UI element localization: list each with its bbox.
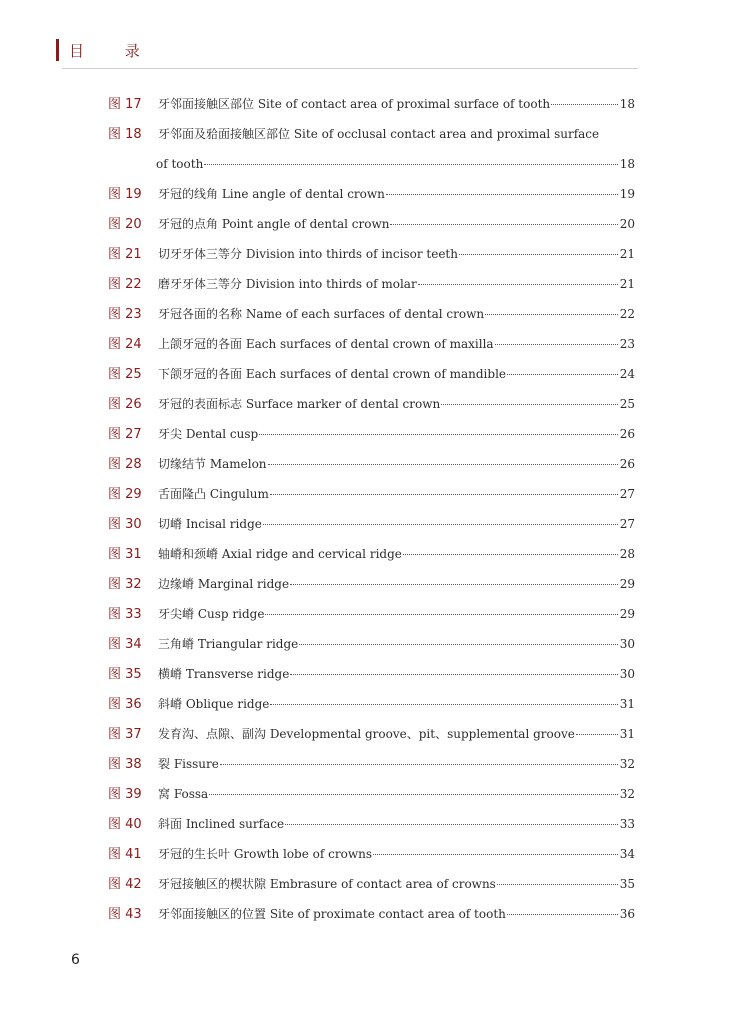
dot-leader: [204, 163, 618, 165]
page-ref: 26: [619, 457, 635, 471]
toc-entry[interactable]: [108, 89, 635, 119]
toc-entry[interactable]: [108, 689, 635, 719]
toc-entry[interactable]: [108, 719, 635, 749]
entry-title: 牙冠接触区的楔状隙 Embrasure of contact area of crowns: [158, 877, 496, 891]
dot-leader: [285, 823, 618, 825]
page-ref: 32: [619, 757, 635, 771]
page-ref: 34: [619, 847, 635, 861]
toc-entry[interactable]: [108, 389, 635, 419]
dot-leader: [265, 613, 618, 615]
page-ref: 35: [619, 877, 635, 891]
toc-entry[interactable]: [108, 779, 635, 809]
page-ref: 19: [619, 187, 635, 201]
toc-entry[interactable]: [108, 179, 635, 209]
dot-leader: [497, 883, 618, 885]
dot-leader: [507, 373, 618, 375]
page-ref: 29: [619, 607, 635, 621]
page-ref: 20: [619, 217, 635, 231]
page-ref: 25: [619, 397, 635, 411]
entry-title: 横嵴 Transverse ridge: [158, 667, 290, 681]
header-accent-bar: [56, 39, 59, 61]
header-title: 目 录: [69, 41, 158, 60]
running-header: [56, 38, 158, 62]
page-ref: 26: [619, 427, 635, 441]
figure-label: 图 37: [108, 727, 142, 742]
dot-leader: [576, 733, 618, 735]
entry-title: 牙邻面接触区部位 Site of contact area of proximal surface of tooth: [158, 97, 551, 111]
toc-entry[interactable]: [108, 899, 635, 929]
page-ref: 30: [619, 667, 635, 681]
toc-entry[interactable]: [108, 749, 635, 779]
figure-label: 图 26: [108, 397, 142, 412]
toc-entry[interactable]: [108, 629, 635, 659]
toc-entry[interactable]: [108, 479, 635, 509]
entry-title-continued: of tooth: [156, 157, 204, 171]
figure-label: 图 30: [108, 517, 142, 532]
figure-label: 图 32: [108, 577, 142, 592]
entry-title: 窝 Fossa: [158, 787, 209, 801]
figure-label: 图 40: [108, 817, 142, 832]
entry-title: 轴嵴和颈嵴 Axial ridge and cervical ridge: [158, 547, 402, 561]
toc-entry[interactable]: [108, 269, 635, 299]
figure-label: 图 35: [108, 667, 142, 682]
entry-title: 牙邻面及𬌗面接触区部位 Site of occlusal contact area and proximal surface: [158, 127, 600, 141]
entry-title: 牙冠的线角 Line angle of dental crown: [158, 187, 385, 201]
entry-title: 牙冠的生长叶 Growth lobe of crowns: [158, 847, 372, 861]
toc-entry[interactable]: [108, 239, 635, 269]
page-ref: 32: [619, 787, 635, 801]
dot-leader: [495, 343, 618, 345]
toc-entry[interactable]: [108, 419, 635, 449]
figure-label: 图 34: [108, 637, 142, 652]
dot-leader: [441, 403, 618, 405]
figure-label: 图 24: [108, 337, 142, 352]
figure-label: 图 21: [108, 247, 142, 262]
entry-title: 上颌牙冠的各面 Each surfaces of dental crown of maxilla: [158, 337, 494, 351]
entry-title: 切牙牙体三等分 Division into thirds of incisor teeth: [158, 247, 458, 261]
dot-leader: [263, 523, 618, 525]
toc-entry[interactable]: [108, 119, 635, 179]
page-ref: 18: [619, 97, 635, 111]
dot-leader: [507, 913, 618, 915]
entry-title: 斜嵴 Oblique ridge: [158, 697, 270, 711]
entry-title: 磨牙牙体三等分 Division into thirds of molar: [158, 277, 417, 291]
toc-entry[interactable]: [108, 359, 635, 389]
dot-leader: [259, 433, 618, 435]
dot-leader: [290, 673, 618, 675]
figure-label: 图 39: [108, 787, 142, 802]
figure-label: 图 38: [108, 757, 142, 772]
toc-entry[interactable]: [108, 659, 635, 689]
dot-leader: [390, 223, 618, 225]
entry-title: 切缘结节 Mamelon: [158, 457, 267, 471]
toc-entry[interactable]: [108, 839, 635, 869]
figure-label: 图 19: [108, 187, 142, 202]
toc-entry[interactable]: [108, 299, 635, 329]
entry-title: 边缘嵴 Marginal ridge: [158, 577, 290, 591]
page-ref: 23: [619, 337, 635, 351]
dot-leader: [209, 793, 618, 795]
entry-title: 牙尖 Dental cusp: [158, 427, 259, 441]
entry-title: 裂 Fissure: [158, 757, 219, 771]
page-ref: 30: [619, 637, 635, 651]
page-ref: 29: [619, 577, 635, 591]
dot-leader: [268, 463, 618, 465]
figure-label: 图 33: [108, 607, 142, 622]
dot-leader: [270, 493, 618, 495]
dot-leader: [299, 643, 618, 645]
table-of-contents: [108, 89, 635, 929]
page-ref: 28: [619, 547, 635, 561]
entry-title: 切嵴 Incisal ridge: [158, 517, 262, 531]
page-ref: 18: [619, 157, 635, 171]
toc-entry[interactable]: [108, 329, 635, 359]
entry-title: 舌面隆凸 Cingulum: [158, 487, 269, 501]
page-ref: 21: [619, 277, 635, 291]
page-ref: 36: [619, 907, 635, 921]
figure-label: 图 25: [108, 367, 142, 382]
dot-leader: [551, 103, 618, 105]
header-rule: [62, 68, 638, 69]
dot-leader: [403, 553, 618, 555]
figure-label: 图 17: [108, 97, 142, 112]
dot-leader: [459, 253, 618, 255]
page-ref: 24: [619, 367, 635, 381]
toc-entry[interactable]: [108, 449, 635, 479]
entry-title: 斜面 Inclined surface: [158, 817, 285, 831]
toc-entry[interactable]: [108, 569, 635, 599]
page-ref: 27: [619, 517, 635, 531]
dot-leader: [290, 583, 618, 585]
figure-label: 图 18: [108, 127, 142, 142]
dot-leader: [418, 283, 618, 285]
page-number: 6: [71, 952, 80, 968]
page-ref: 22: [619, 307, 635, 321]
page-ref: 31: [619, 697, 635, 711]
toc-entry[interactable]: [108, 599, 635, 629]
figure-label: 图 23: [108, 307, 142, 322]
figure-label: 图 31: [108, 547, 142, 562]
figure-label: 图 43: [108, 907, 142, 922]
entry-title: 三角嵴 Triangular ridge: [158, 637, 299, 651]
dot-leader: [270, 703, 618, 705]
entry-title: 下颌牙冠的各面 Each surfaces of dental crown of mandible: [158, 367, 507, 381]
figure-label: 图 27: [108, 427, 142, 442]
toc-entry[interactable]: [108, 869, 635, 899]
toc-entry[interactable]: [108, 509, 635, 539]
toc-entry[interactable]: [108, 539, 635, 569]
figure-label: 图 41: [108, 847, 142, 862]
figure-label: 图 36: [108, 697, 142, 712]
toc-entry[interactable]: [108, 209, 635, 239]
figure-label: 图 42: [108, 877, 142, 892]
figure-label: 图 22: [108, 277, 142, 292]
dot-leader: [220, 763, 618, 765]
figure-label: 图 20: [108, 217, 142, 232]
figure-label: 图 29: [108, 487, 142, 502]
entry-title: 牙冠各面的名称 Name of each surfaces of dental crown: [158, 307, 485, 321]
page-ref: 21: [619, 247, 635, 261]
page-ref: 27: [619, 487, 635, 501]
page-ref: 31: [619, 727, 635, 741]
entry-title: 发育沟、点隙、副沟 Developmental groove、pit、supplemental groove: [158, 727, 575, 741]
entry-title: 牙冠的表面标志 Surface marker of dental crown: [158, 397, 441, 411]
toc-entry[interactable]: [108, 809, 635, 839]
figure-label: 图 28: [108, 457, 142, 472]
entry-title: 牙邻面接触区的位置 Site of proximate contact area of tooth: [158, 907, 506, 921]
dot-leader: [386, 193, 618, 195]
dot-leader: [373, 853, 618, 855]
entry-title: 牙冠的点角 Point angle of dental crown: [158, 217, 390, 231]
dot-leader: [485, 313, 618, 315]
entry-title: 牙尖嵴 Cusp ridge: [158, 607, 265, 621]
page-ref: 33: [619, 817, 635, 831]
